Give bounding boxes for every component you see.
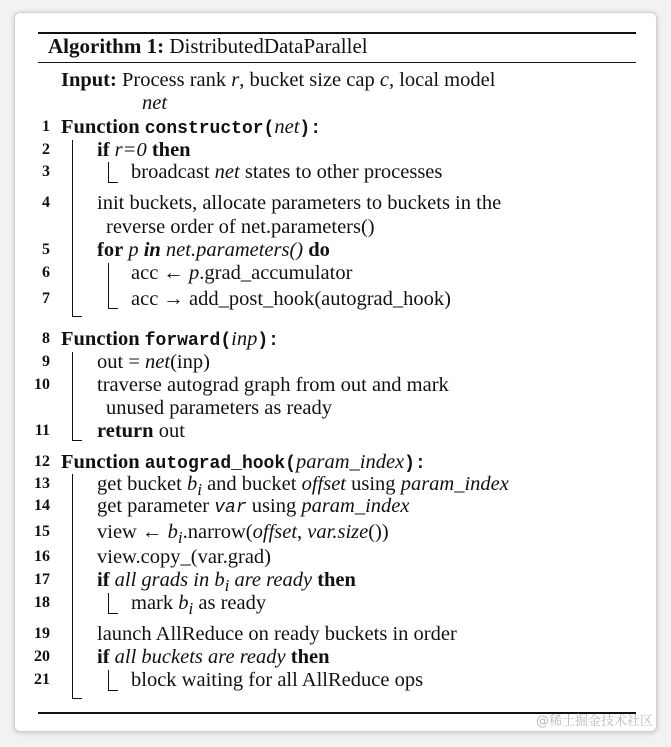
code-line: broadcast net states to other processes bbox=[131, 161, 443, 183]
code-line: acc ← p.grad_accumulator bbox=[131, 262, 353, 284]
block-bar bbox=[108, 670, 109, 690]
line-number: 17 bbox=[34, 571, 50, 588]
line-number: 4 bbox=[42, 194, 50, 211]
block-bar-end bbox=[108, 690, 118, 691]
line-number: 2 bbox=[42, 141, 50, 158]
title-rule bbox=[38, 62, 636, 63]
code-line: view.copy_(var.grad) bbox=[97, 546, 271, 568]
code-line: Function forward(inp): bbox=[61, 328, 279, 351]
line-number: 21 bbox=[34, 671, 50, 688]
block-bar bbox=[72, 474, 73, 698]
block-bar bbox=[108, 593, 109, 613]
code-line: init buckets, allocate parameters to buckets in the bbox=[97, 192, 502, 214]
code-line: if r=0 then bbox=[97, 139, 191, 161]
code-line: for p in net.parameters() do bbox=[97, 239, 330, 261]
line-number: 13 bbox=[34, 475, 50, 492]
code-line: out = net(inp) bbox=[97, 351, 210, 373]
code-line: reverse order of net.parameters() bbox=[106, 216, 375, 238]
code-line: return out bbox=[97, 420, 185, 442]
code-line: view ← $b_i.narrow(offset$, var.size()) bbox=[97, 521, 389, 548]
line-number: 3 bbox=[42, 163, 50, 180]
code-line: get bucket $b_i$ and bucket offset using param_index bbox=[97, 473, 509, 500]
block-bar-end bbox=[72, 316, 82, 317]
line-number: 10 bbox=[34, 376, 50, 393]
line-number: 18 bbox=[34, 594, 50, 611]
block-bar-end bbox=[108, 308, 118, 309]
watermark: @稀土掘金技术社区 bbox=[535, 714, 653, 729]
line-number: 7 bbox=[42, 290, 50, 307]
line-number: 1 bbox=[42, 118, 50, 135]
line-number: 6 bbox=[42, 264, 50, 281]
code-line: block waiting for all AllReduce ops bbox=[131, 669, 424, 691]
block-bar-end bbox=[72, 698, 82, 699]
code-line: if all buckets are ready then bbox=[97, 646, 330, 668]
code-line: launch AllReduce on ready buckets in order bbox=[97, 623, 457, 645]
line-number: 16 bbox=[34, 548, 50, 565]
code-line: Function autograd_hook(param_index): bbox=[61, 451, 426, 474]
block-bar bbox=[72, 352, 73, 440]
code-line: acc → add_post_hook(autograd_hook) bbox=[131, 288, 451, 310]
line-number: 20 bbox=[34, 648, 50, 665]
block-bar bbox=[108, 162, 109, 182]
line-number: 19 bbox=[34, 625, 50, 642]
code-line: unused parameters as ready bbox=[106, 397, 332, 419]
code-line: get parameter var using param_index bbox=[97, 495, 410, 518]
code-line: if all grads in $b_i$ are ready then bbox=[97, 569, 356, 596]
block-bar-end bbox=[72, 440, 82, 441]
input-line-2: net bbox=[142, 92, 168, 114]
input-line: Input: Process rank r, bucket size cap c, local model bbox=[61, 69, 496, 91]
algorithm-title: Algorithm 1: DistributedDataParallel bbox=[48, 34, 368, 58]
code-line: traverse autograd graph from out and mark bbox=[97, 374, 449, 396]
block-bar-end bbox=[108, 182, 118, 183]
line-number: 8 bbox=[42, 330, 50, 347]
code-line: Function constructor(net): bbox=[61, 116, 322, 139]
block-bar bbox=[72, 140, 73, 316]
line-number: 15 bbox=[34, 523, 50, 540]
code-line: mark $b_i$ as ready bbox=[131, 592, 267, 619]
line-number: 11 bbox=[34, 422, 50, 439]
block-bar bbox=[108, 263, 109, 308]
block-bar-end bbox=[108, 613, 118, 614]
line-number: 14 bbox=[34, 497, 50, 514]
line-number: 9 bbox=[42, 353, 50, 370]
line-number: 12 bbox=[34, 453, 50, 470]
line-number: 5 bbox=[42, 241, 50, 258]
